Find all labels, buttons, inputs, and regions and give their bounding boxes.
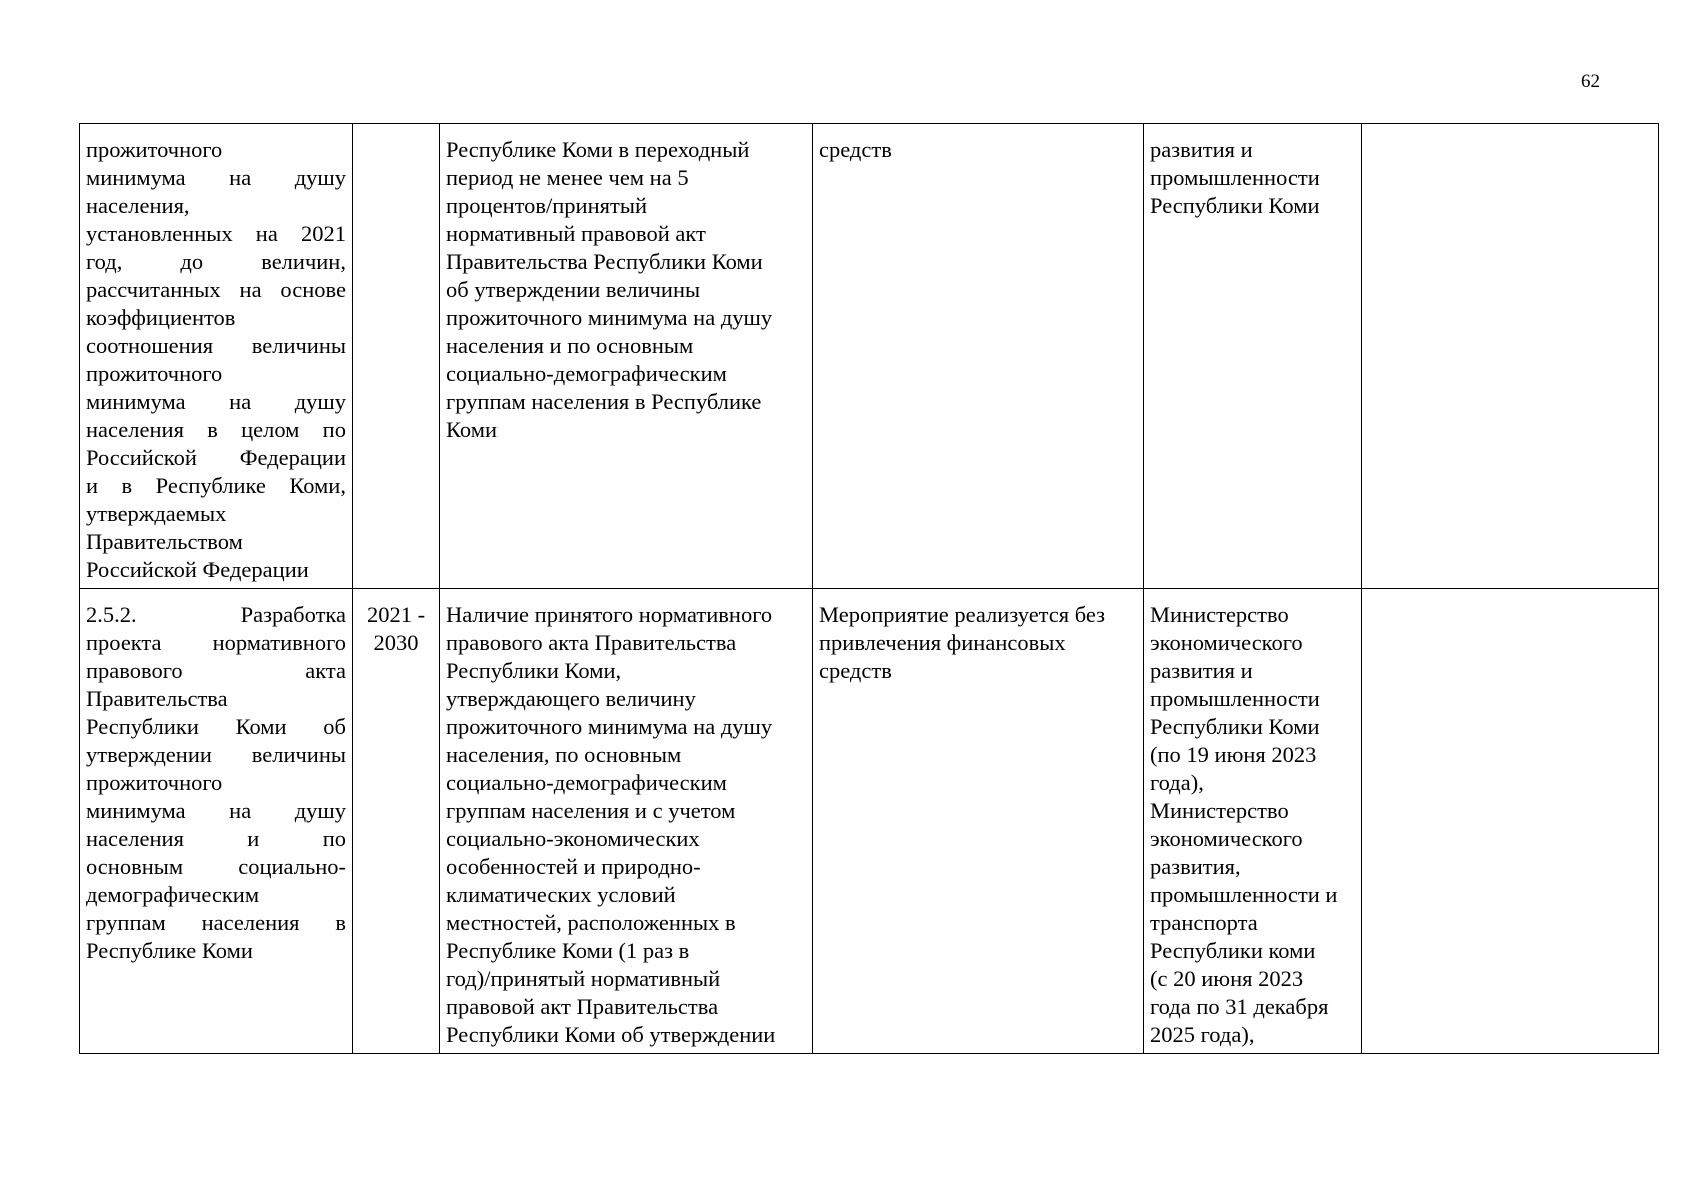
cell-line xyxy=(86,248,346,276)
cell-line: промышленности xyxy=(1150,686,1320,711)
cell-line xyxy=(86,797,346,825)
cell-word: минимума xyxy=(86,389,186,414)
indicator-cell xyxy=(440,124,813,589)
cell-word: Республики xyxy=(86,714,199,739)
cell-line: прожиточного минимума на душу xyxy=(446,714,773,739)
cell-word: проекта xyxy=(86,630,162,655)
cell-line: утверждаемых xyxy=(86,501,227,526)
cell-line: 2025 года), xyxy=(1150,1022,1255,1047)
cell-line: прожиточного минимума на душу xyxy=(446,305,773,330)
cell-word: на xyxy=(239,277,262,302)
cell-line xyxy=(86,416,346,444)
cell-line xyxy=(86,388,346,416)
cell-line: об утверждении величины xyxy=(446,277,701,302)
cell-word: минимума xyxy=(86,798,186,823)
cell-word: душу xyxy=(294,389,346,414)
cell-word: утверждении xyxy=(86,742,212,767)
cell-line: процентов/принятый xyxy=(446,193,647,218)
cell-line: (по 19 июня 2023 xyxy=(1150,742,1317,767)
cell-word: Республике xyxy=(155,473,266,498)
cell-line xyxy=(86,276,346,304)
cell-line: года), xyxy=(1150,770,1204,795)
cell-line: транспорта xyxy=(1150,910,1258,935)
cell-word: населения xyxy=(201,910,300,935)
cell-word: социально- xyxy=(238,854,346,879)
cell-word: по xyxy=(322,417,346,442)
cell-line: 2030 xyxy=(373,630,419,655)
cell-word: акта xyxy=(305,658,346,683)
cell-line xyxy=(86,657,346,685)
cell-word: 2.5.2. xyxy=(86,602,137,627)
cell-word: в xyxy=(335,910,346,935)
cell-line: коэффициентов xyxy=(86,305,236,330)
cell-line xyxy=(86,741,346,769)
cell-word: Разработка xyxy=(240,602,346,627)
cell-word: населения xyxy=(86,417,184,442)
cell-line: Коми xyxy=(446,417,497,442)
cell-word: 2021 xyxy=(301,221,346,246)
measure-description-cell xyxy=(80,589,353,1054)
funding-cell xyxy=(813,589,1144,1054)
responsible-cell xyxy=(1144,589,1362,1054)
cell-line: 2021 - xyxy=(366,602,426,627)
cell-line: социально-экономических xyxy=(446,826,700,851)
cell-word: населения xyxy=(86,826,184,851)
cell-line: экономического xyxy=(1150,826,1303,851)
cell-word: нормативного xyxy=(212,630,346,655)
table-body xyxy=(80,124,1659,1054)
cell-word: Российской xyxy=(86,445,197,470)
period-cell xyxy=(353,589,440,1054)
cell-line: промышленности и xyxy=(1150,882,1338,907)
cell-line: Республики коми xyxy=(1150,938,1316,963)
cell-line: Российской Федерации xyxy=(86,557,309,582)
cell-line xyxy=(86,909,346,937)
cell-word: душу xyxy=(294,165,346,190)
cell-line: климатических условий xyxy=(446,882,676,907)
cell-word: в xyxy=(121,473,133,498)
indicator-cell xyxy=(440,589,813,1054)
cell-line: группам населения и с учетом xyxy=(446,798,736,823)
cell-word: на xyxy=(229,165,252,190)
cell-line: населения и по основным xyxy=(446,333,694,358)
cell-line: социально-демографическим xyxy=(446,770,727,795)
cell-word: Федерации xyxy=(239,445,346,470)
cell-line: демографическим xyxy=(86,882,260,907)
cell-word: установленных xyxy=(86,221,233,246)
cell-word: группам xyxy=(86,910,166,935)
cell-line xyxy=(86,601,346,629)
cell-line: Правительством xyxy=(86,529,243,554)
cell-word: целом xyxy=(241,417,300,442)
cell-line xyxy=(86,629,346,657)
cell-word: на xyxy=(229,798,252,823)
cell-word: год, xyxy=(86,249,123,274)
cell-line: Правительства Республики Коми xyxy=(446,249,763,274)
cell-word: Коми xyxy=(235,714,287,739)
page-number: 62 xyxy=(1581,71,1600,92)
cell-line xyxy=(86,164,346,192)
cell-line: года по 31 декабря xyxy=(1150,994,1329,1019)
cell-line: Республике Коми в переходный xyxy=(446,137,750,162)
cell-word: по xyxy=(322,826,346,851)
cell-word: правового xyxy=(86,658,183,683)
cell-word: душу xyxy=(294,798,346,823)
cell-word: соотношения xyxy=(86,333,214,358)
cell-line: местностей, расположенных в xyxy=(446,910,736,935)
cell-word: величин, xyxy=(261,249,346,274)
cell-word: величины xyxy=(251,742,346,767)
cell-line: нормативный правовой акт xyxy=(446,221,706,246)
cell-line: населения, xyxy=(86,193,190,218)
cell-line xyxy=(86,332,346,360)
measure-description-cell xyxy=(80,124,353,589)
cell-line: (с 20 июня 2023 xyxy=(1150,966,1304,991)
cell-line: привлечения финансовых xyxy=(819,630,1066,655)
cell-line: развития и xyxy=(1150,658,1253,683)
cell-line: Министерство xyxy=(1150,602,1289,627)
cell-word: основе xyxy=(280,277,346,302)
cell-line xyxy=(86,853,346,881)
cell-line: Республике Коми xyxy=(86,938,253,963)
measures-table xyxy=(79,123,1659,1054)
cell-word: минимума xyxy=(86,165,186,190)
cell-line: развития, xyxy=(1150,854,1241,879)
cell-word: и xyxy=(86,473,99,498)
cell-line: Республики Коми об утверждении xyxy=(446,1022,776,1047)
funding-cell xyxy=(813,124,1144,589)
cell-line xyxy=(86,472,346,500)
cell-line: Республике Коми (1 раз в xyxy=(446,938,690,963)
cell-word: на xyxy=(229,389,252,414)
cell-line xyxy=(86,220,346,248)
cell-line: период не менее чем на 5 xyxy=(446,165,689,190)
notes-cell xyxy=(1362,589,1659,1054)
cell-line: утверждающего величину xyxy=(446,686,696,711)
cell-line: прожиточного xyxy=(86,361,223,386)
cell-word: об xyxy=(323,714,346,739)
cell-word: на xyxy=(255,221,278,246)
cell-word: до xyxy=(180,249,204,274)
cell-line: населения, по основным xyxy=(446,742,682,767)
cell-line: Мероприятие реализуется без xyxy=(819,602,1106,627)
cell-word: и xyxy=(247,826,260,851)
cell-word: рассчитанных xyxy=(86,277,221,302)
cell-line: Республики Коми xyxy=(1150,193,1320,218)
cell-line: промышленности xyxy=(1150,165,1320,190)
cell-word: величины xyxy=(251,333,346,358)
cell-line: Республики Коми xyxy=(1150,714,1320,739)
cell-line: развития и xyxy=(1150,137,1253,162)
cell-line: Наличие принятого нормативного xyxy=(446,602,773,627)
cell-line: Республики Коми, xyxy=(446,658,622,683)
cell-line: правовой акт Правительства xyxy=(446,994,719,1019)
cell-line: средств xyxy=(819,658,892,683)
cell-line: особенностей и природно- xyxy=(446,854,701,879)
cell-word: в xyxy=(207,417,218,442)
period-cell xyxy=(353,124,440,589)
cell-word: основным xyxy=(86,854,184,879)
cell-line: прожиточного xyxy=(86,137,223,162)
responsible-cell xyxy=(1144,124,1362,589)
table-row xyxy=(80,589,1659,1054)
cell-line: правового акта Правительства xyxy=(446,630,737,655)
notes-cell xyxy=(1362,124,1659,589)
cell-line xyxy=(86,444,346,472)
cell-line: Министерство xyxy=(1150,798,1289,823)
cell-line: прожиточного xyxy=(86,770,223,795)
cell-line: группам населения в Республике xyxy=(446,389,762,414)
cell-line: экономического xyxy=(1150,630,1303,655)
cell-line xyxy=(86,825,346,853)
cell-word: Коми, xyxy=(289,473,346,498)
cell-line: год)/принятый нормативный xyxy=(446,966,721,991)
cell-line: Правительства xyxy=(86,686,228,711)
cell-line: средств xyxy=(819,137,892,162)
table-row xyxy=(80,124,1659,589)
cell-line: социально-демографическим xyxy=(446,361,727,386)
cell-line xyxy=(86,713,346,741)
